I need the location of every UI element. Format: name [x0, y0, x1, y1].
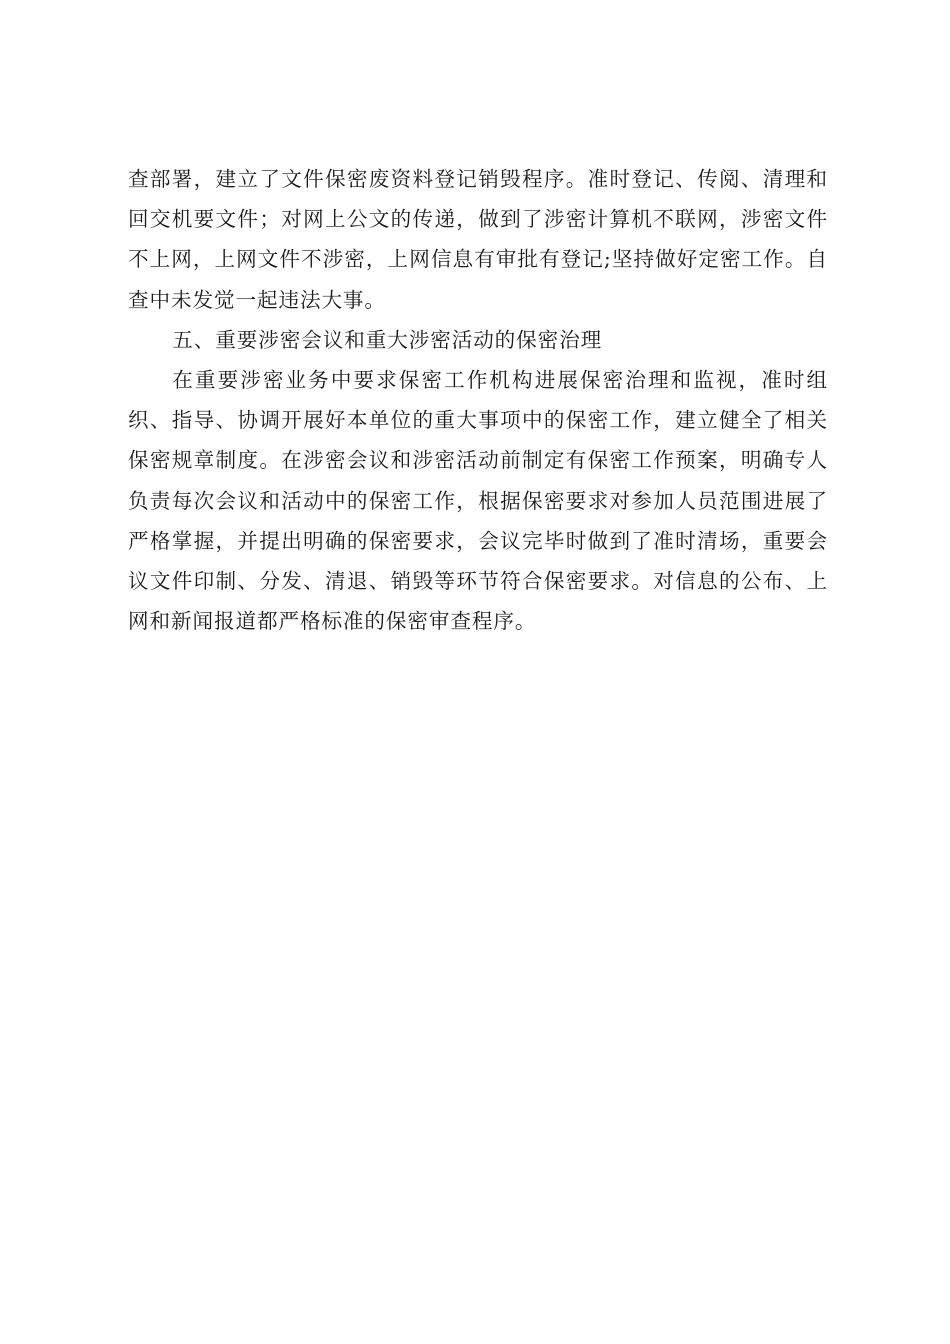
document-body	[128, 159, 828, 641]
paragraph-continuation: 查部署，建立了文件保密废资料登记销毁程序。准时登记、传阅、清理和回交机要文件；对网上公文的传递，做到了涉密计算机不联网，涉密文件不上网，上网文件不涉密，上网信息有审批有登记;坚持做好定密工作。自查中未发觉一起违法大事。	[128, 167, 828, 312]
paragraph-body: 在重要涉密业务中要求保密工作机构进展保密治理和监视，准时组织、指导、协调开展好本单位的重大事项中的保密工作，建立健全了相关保密规章制度。在涉密会议和涉密活动前制定有保密工作预案，明确专人负责每次会议和活动中的保密工作，根据保密要求对参加人员范围进展了严格掌握，并提出明确的保密要求，会议完毕时做到了准时清场，重要会议文件印制、分发、清退、销毁等环节符合保密要求。对信息的公布、上网和新闻报道都严格标准的保密审查程序。	[128, 368, 828, 634]
section-heading: 五、重要涉密会议和重大涉密活动的保密治理	[172, 327, 603, 352]
